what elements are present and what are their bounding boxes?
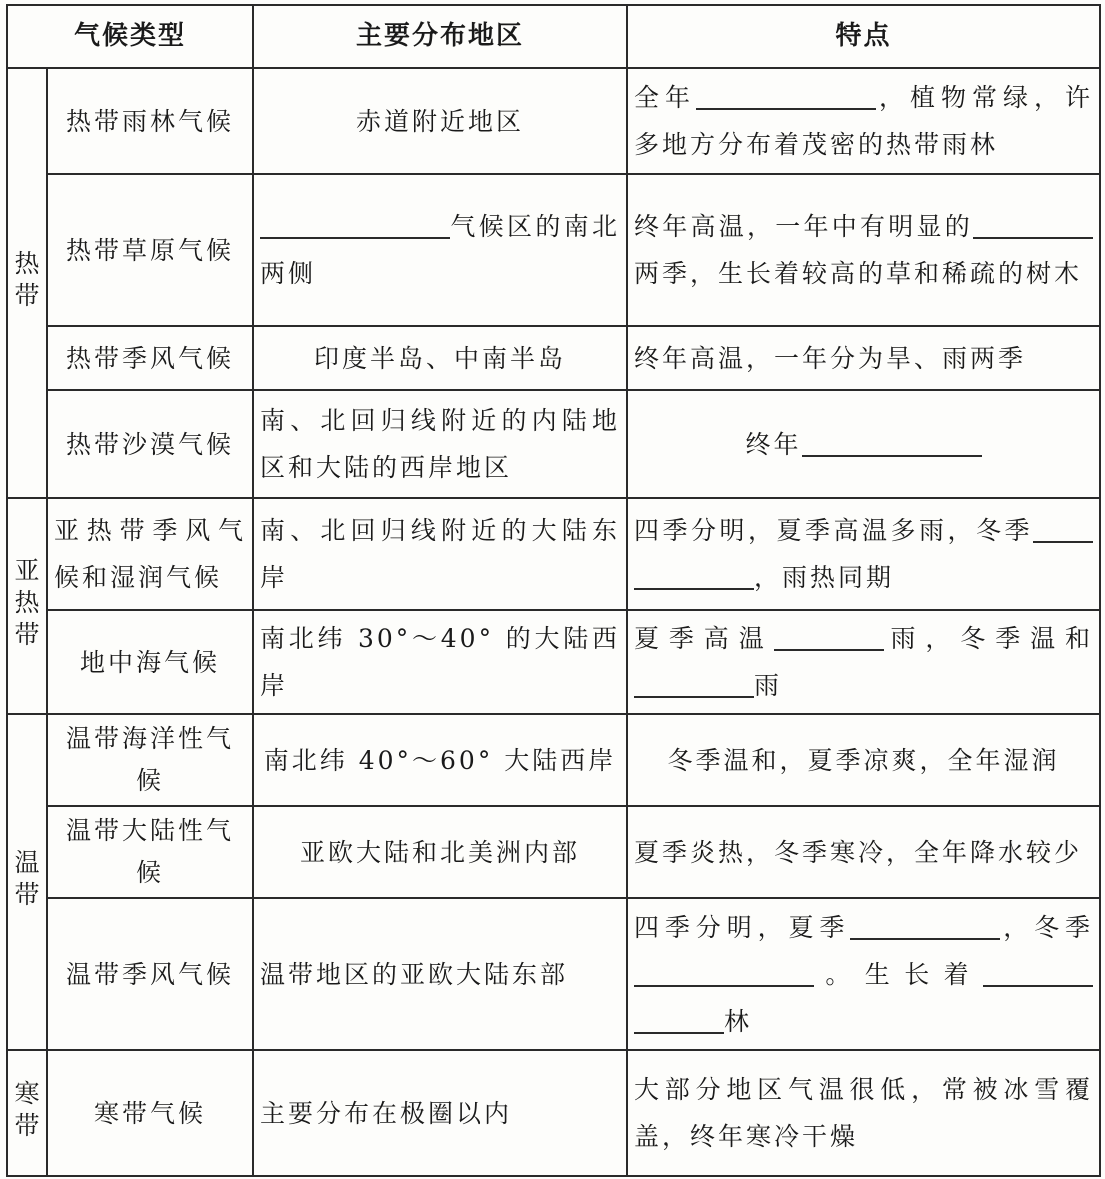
table-row (7, 1050, 1100, 1176)
feature-cell (627, 610, 1100, 714)
table-row (7, 498, 1100, 610)
table-row (7, 714, 1100, 806)
table-row (7, 68, 1100, 174)
zone-label: 亚热带 (14, 555, 40, 649)
answer-blank[interactable] (260, 207, 450, 239)
feature-cell (627, 390, 1100, 498)
climate-type-cell: 温带海洋性气候 (47, 714, 253, 806)
feature-cell: 冬季温和，夏季凉爽，全年湿润 (627, 714, 1100, 806)
feature-text: 全年 (634, 83, 697, 112)
feature-text: ，雨热同期 (754, 563, 895, 592)
feature-cell (627, 498, 1100, 610)
climate-types-table (6, 4, 1101, 1177)
feature-text: 夏季高温 (634, 624, 774, 653)
feature-cell: 大部分地区气温很低，常被冰雪覆盖，终年寒冷干燥 (627, 1050, 1100, 1176)
answer-blank[interactable] (774, 619, 884, 651)
feature-text: 林 (724, 1006, 753, 1036)
feature-text: 雨，冬季温和 (883, 624, 1093, 653)
feature-text: 终年 (745, 429, 802, 459)
header-row (7, 5, 1100, 68)
region-cell: 亚欧大陆和北美洲内部 (253, 806, 627, 898)
feature-cell: 终年高温，一年分为旱、雨两季 (627, 326, 1100, 390)
answer-blank[interactable] (634, 666, 754, 698)
climate-type-cell: 温带季风气候 (47, 898, 253, 1050)
table-row (7, 326, 1100, 390)
zone-frigid (7, 1050, 47, 1176)
region-cell: 南、北回归线附近的大陆东岸 (253, 498, 627, 610)
answer-blank[interactable] (696, 78, 876, 110)
feature-cell (627, 898, 1100, 1050)
header-region: 主要分布地区 (253, 5, 627, 68)
answer-blank[interactable] (634, 1002, 724, 1034)
region-text: 气候区的南北两侧 (260, 212, 621, 288)
answer-blank[interactable] (1033, 207, 1093, 239)
feature-text: ，植物常绿，许多地方分布着茂密的热带雨林 (634, 83, 1093, 159)
feature-text: 。生长着 (814, 959, 984, 989)
zone-temperate (7, 714, 47, 1050)
zone-label: 热带 (14, 248, 40, 310)
climate-type-cell: 热带季风气候 (47, 326, 253, 390)
climate-type-cell: 地中海气候 (47, 610, 253, 714)
table-row (7, 610, 1100, 714)
answer-blank[interactable] (634, 955, 814, 987)
feature-text: 两季，生长着较高的草和稀疏的树木 (634, 259, 1083, 288)
region-cell: 赤道附近地区 (253, 68, 627, 174)
region-cell: 南北纬 30°～40° 的大陆西岸 (253, 610, 627, 714)
header-climate-type: 气候类型 (7, 5, 253, 68)
climate-type-cell: 热带雨林气候 (47, 68, 253, 174)
feature-text: 四季分明，夏季高温多雨，冬季 (634, 516, 1034, 545)
answer-blank[interactable] (634, 558, 754, 590)
feature-text: ，冬季 (1000, 912, 1093, 942)
table-row (7, 390, 1100, 498)
region-cell: 南、北回归线附近的内陆地区和大陆的西岸地区 (253, 390, 627, 498)
climate-type-cell: 热带沙漠气候 (47, 390, 253, 498)
zone-tropical (7, 68, 47, 498)
region-cell: 主要分布在极圈以内 (253, 1050, 627, 1176)
answer-blank[interactable] (973, 207, 1033, 239)
climate-type-cell: 温带大陆性气候 (47, 806, 253, 898)
feature-text: 雨 (754, 671, 783, 700)
region-cell: 温带地区的亚欧大陆东部 (253, 898, 627, 1050)
header-feature: 特点 (627, 5, 1100, 68)
region-cell (253, 174, 627, 326)
table-row (7, 174, 1100, 326)
feature-cell (627, 68, 1100, 174)
feature-cell: 夏季炎热，冬季寒冷，全年降水较少 (627, 806, 1100, 898)
climate-type-cell: 热带草原气候 (47, 174, 253, 326)
region-cell: 印度半岛、中南半岛 (253, 326, 627, 390)
answer-blank[interactable] (850, 908, 1000, 940)
feature-text: 四季分明，夏季 (634, 912, 851, 942)
feature-cell (627, 174, 1100, 326)
region-cell: 南北纬 40°～60° 大陆西岸 (253, 714, 627, 806)
climate-type-cell: 亚热带季风气候和湿润气候 (47, 498, 253, 610)
table-row (7, 806, 1100, 898)
zone-label: 寒带 (14, 1078, 40, 1140)
answer-blank[interactable] (983, 955, 1093, 987)
answer-blank[interactable] (802, 425, 982, 457)
zone-label: 温带 (14, 847, 40, 909)
zone-subtropical (7, 498, 47, 714)
answer-blank[interactable] (1033, 511, 1093, 543)
climate-type-cell: 寒带气候 (47, 1050, 253, 1176)
table-row (7, 898, 1100, 1050)
feature-text: 终年高温，一年中有明显的 (634, 212, 974, 241)
